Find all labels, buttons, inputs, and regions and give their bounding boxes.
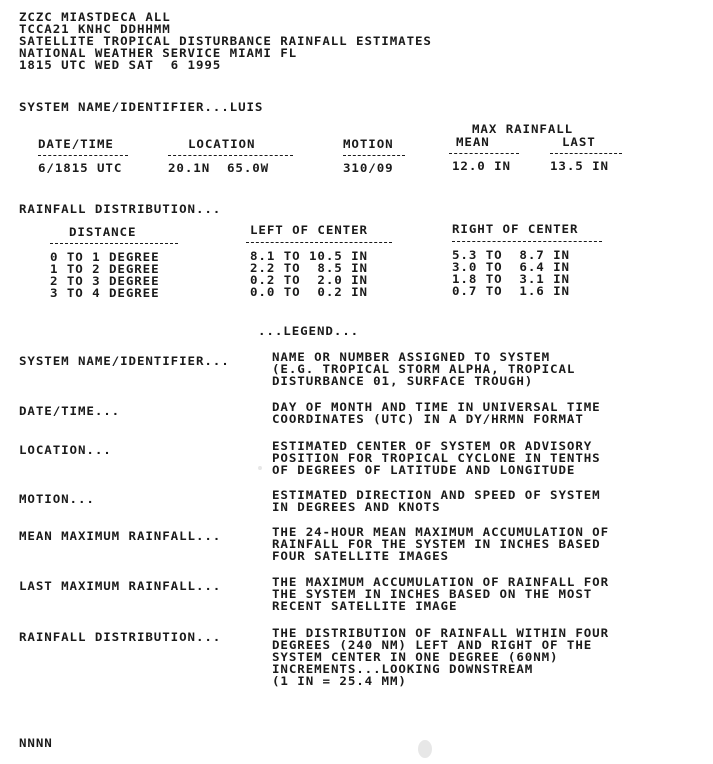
- legend-line: ESTIMATED DIRECTION AND SPEED OF SYSTEM: [272, 488, 601, 502]
- legend-term-datetime: DATE/TIME...: [19, 404, 121, 418]
- legend-line: INCREMENTS...LOOKING DOWNSTREAM: [272, 662, 534, 676]
- row-location: 20.1N 65.0W: [168, 161, 270, 175]
- legend-def-system: [272, 352, 575, 388]
- header-line-2: TCCA21 KNHC DDHHMM: [19, 22, 171, 36]
- underline-last: [550, 153, 622, 154]
- distance-column: [50, 252, 160, 300]
- right-row-1: 5.3 TO 8.7 IN: [452, 248, 570, 262]
- underline-datetime: [38, 155, 128, 156]
- right-row-4: 0.7 TO 1.6 IN: [452, 284, 570, 298]
- legend-line: (E.G. TROPICAL STORM ALPHA, TROPICAL: [272, 362, 576, 376]
- underline-distance: [50, 243, 178, 244]
- legend-line: DAY OF MONTH AND TIME IN UNIVERSAL TIME: [272, 400, 601, 414]
- legend-line: THE MAXIMUM ACCUMULATION OF RAINFALL FOR: [272, 575, 610, 589]
- legend-line: THE 24-HOUR MEAN MAXIMUM ACCUMULATION OF: [272, 525, 610, 539]
- legend-term-motion: MOTION...: [19, 492, 95, 506]
- distribution-title: RAINFALL DISTRIBUTION...: [19, 202, 222, 216]
- col-left-of-center: LEFT OF CENTER: [250, 223, 368, 237]
- col-mean: MEAN: [456, 135, 490, 149]
- left-row-4: 0.0 TO 0.2 IN: [250, 285, 368, 299]
- legend-term-last-max: LAST MAXIMUM RAINFALL...: [19, 579, 222, 593]
- legend-def-datetime: [272, 402, 601, 426]
- legend-def-location: [272, 441, 601, 477]
- left-row-1: 8.1 TO 10.5 IN: [250, 249, 368, 263]
- legend-line: THE DISTRIBUTION OF RAINFALL WITHIN FOUR: [272, 626, 610, 640]
- legend-def-motion: [272, 490, 601, 514]
- legend-term-system: SYSTEM NAME/IDENTIFIER...: [19, 354, 230, 368]
- underline-right: [452, 241, 602, 242]
- right-row-2: 3.0 TO 6.4 IN: [452, 260, 570, 274]
- header-line-5: 1815 UTC WED SAT 6 1995: [19, 58, 222, 72]
- row-datetime: 6/1815 UTC: [38, 161, 123, 175]
- col-datetime: DATE/TIME: [38, 137, 114, 151]
- legend-line: RAINFALL FOR THE SYSTEM IN INCHES BASED: [272, 537, 601, 551]
- row-motion: 310/09: [343, 161, 394, 175]
- legend-term-mean-max: MEAN MAXIMUM RAINFALL...: [19, 529, 222, 543]
- legend-def-mean-max: [272, 527, 609, 563]
- legend-line: (1 IN = 25.4 MM): [272, 674, 407, 688]
- underline-left: [246, 242, 392, 243]
- distance-row-2: 1 TO 2 DEGREE: [50, 262, 160, 276]
- scan-dot: [258, 466, 262, 470]
- legend-line: POSITION FOR TROPICAL CYCLONE IN TENTHS: [272, 451, 601, 465]
- legend-line: OF DEGREES OF LATITUDE AND LONGITUDE: [272, 463, 576, 477]
- row-last: 13.5 IN: [550, 159, 609, 173]
- legend-line: SYSTEM CENTER IN ONE DEGREE (60NM): [272, 650, 559, 664]
- legend-line: FOUR SATELLITE IMAGES: [272, 549, 449, 563]
- right-row-3: 1.8 TO 3.1 IN: [452, 272, 570, 286]
- underline-motion: [343, 155, 405, 156]
- legend-term-location: LOCATION...: [19, 443, 112, 457]
- col-last: LAST: [562, 135, 596, 149]
- distance-row-4: 3 TO 4 DEGREE: [50, 286, 160, 300]
- left-row-2: 2.2 TO 8.5 IN: [250, 261, 368, 275]
- distance-row-3: 2 TO 3 DEGREE: [50, 274, 160, 288]
- header-line-3: SATELLITE TROPICAL DISTURBANCE RAINFALL ESTIMATES: [19, 34, 432, 48]
- end-marker: NNNN: [19, 736, 53, 750]
- legend-line: NAME OR NUMBER ASSIGNED TO SYSTEM: [272, 350, 551, 364]
- legend-def-distribution: [272, 628, 609, 688]
- col-motion: MOTION: [343, 137, 394, 151]
- distance-row-1: 0 TO 1 DEGREE: [50, 250, 160, 264]
- legend-line: IN DEGREES AND KNOTS: [272, 500, 441, 514]
- col-distance: DISTANCE: [69, 225, 137, 239]
- legend-line: THE SYSTEM IN INCHES BASED ON THE MOST: [272, 587, 593, 601]
- header-line-4: NATIONAL WEATHER SERVICE MIAMI FL: [19, 46, 298, 60]
- max-rainfall-header: MAX RAINFALL: [472, 122, 574, 136]
- underline-mean: [449, 153, 519, 154]
- legend-line: COORDINATES (UTC) IN A DY/HRMN FORMAT: [272, 412, 584, 426]
- legend-line: DEGREES (240 NM) LEFT AND RIGHT OF THE: [272, 638, 593, 652]
- legend-title: ...LEGEND...: [258, 324, 360, 338]
- system-name: SYSTEM NAME/IDENTIFIER...LUIS: [19, 100, 264, 114]
- legend-def-last-max: [272, 577, 609, 613]
- legend-line: DISTURBANCE 01, SURFACE TROUGH): [272, 374, 534, 388]
- legend-line: ESTIMATED CENTER OF SYSTEM OR ADVISORY: [272, 439, 593, 453]
- left-column: [250, 251, 368, 299]
- scan-smudge: [418, 740, 432, 758]
- right-column: [452, 250, 570, 298]
- left-row-3: 0.2 TO 2.0 IN: [250, 273, 368, 287]
- row-mean: 12.0 IN: [452, 159, 511, 173]
- legend-term-distribution: RAINFALL DISTRIBUTION...: [19, 630, 222, 644]
- header-line-1: ZCZC MIASTDECA ALL: [19, 10, 171, 24]
- col-location: LOCATION: [188, 137, 256, 151]
- col-right-of-center: RIGHT OF CENTER: [452, 222, 579, 236]
- underline-location: [168, 155, 293, 156]
- legend-line: RECENT SATELLITE IMAGE: [272, 599, 458, 613]
